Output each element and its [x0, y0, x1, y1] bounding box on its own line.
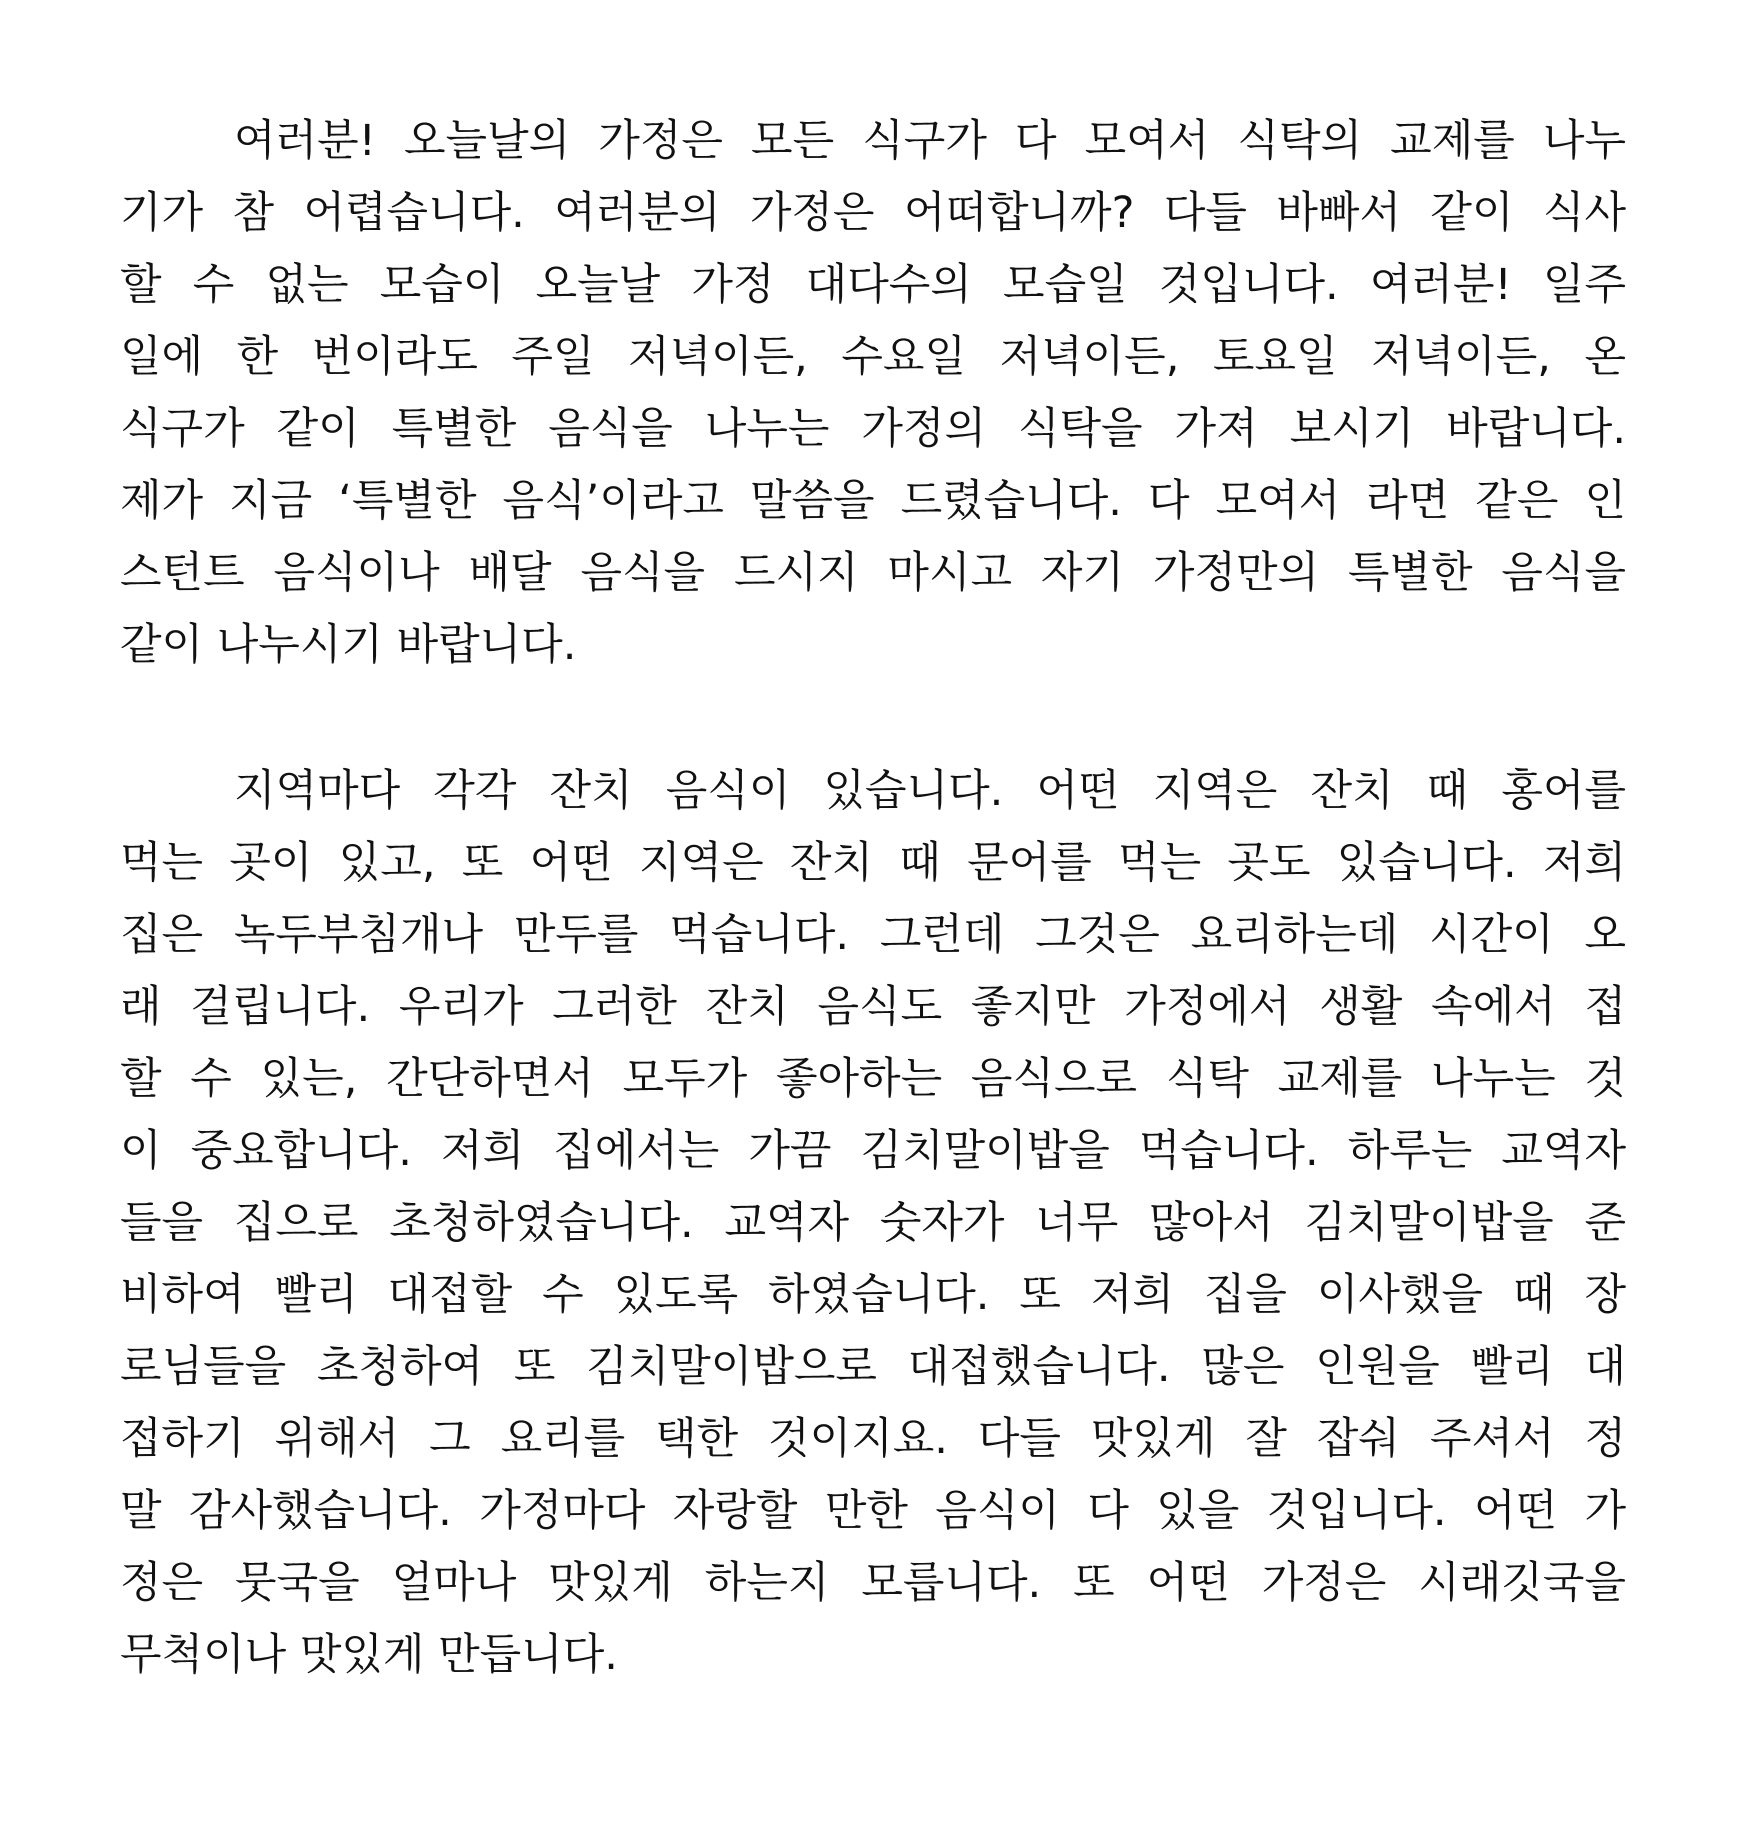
text-line: 무척이나 맛있게 만듭니다.: [120, 1630, 618, 1680]
text-line: 집은 녹두부침개나 만두를 먹습니다. 그런데 그것은 요리하는데 시간이 오: [120, 910, 1626, 960]
text-line: 같이 나누시기 바랍니다.: [120, 620, 577, 670]
text-line: 할 수 있는, 간단하면서 모두가 좋아하는 음식으로 식탁 교제를 나누는 것: [120, 1054, 1626, 1104]
text-line: 일에 한 번이라도 주일 저녁이든, 수요일 저녁이든, 토요일 저녁이든, 온: [120, 332, 1626, 382]
text-line: 로님들을 초청하여 또 김치말이밥으로 대접했습니다. 많은 인원을 빨리 대: [120, 1342, 1626, 1392]
text-line: 여러분! 오늘날의 가정은 모든 식구가 다 모여서 식탁의 교제를 나누: [234, 116, 1626, 166]
text-line: 스턴트 음식이나 배달 음식을 드시지 마시고 자기 가정만의 특별한 음식을: [120, 548, 1626, 598]
text-line: 들을 집으로 초청하였습니다. 교역자 숫자가 너무 많아서 김치말이밥을 준: [120, 1198, 1626, 1248]
text-line: 할 수 없는 모습이 오늘날 가정 대다수의 모습일 것입니다. 여러분! 일주: [120, 260, 1626, 310]
text-line: 접하기 위해서 그 요리를 택한 것이지요. 다들 맛있게 잘 잡숴 주셔서 정: [120, 1414, 1626, 1464]
text-line: 지역마다 각각 잔치 음식이 있습니다. 어떤 지역은 잔치 때 홍어를: [234, 766, 1626, 816]
text-line: 식구가 같이 특별한 음식을 나누는 가정의 식탁을 가져 보시기 바랍니다.: [120, 404, 1626, 454]
text-line: 말 감사했습니다. 가정마다 자랑할 만한 음식이 다 있을 것입니다. 어떤 가: [120, 1486, 1626, 1536]
document-page: [120, 105, 1626, 1691]
paragraph-family-table: [120, 105, 1626, 681]
text-line: 이 중요합니다. 저희 집에서는 가끔 김치말이밥을 먹습니다. 하루는 교역자: [120, 1126, 1626, 1176]
text-line: 정은 뭇국을 얼마나 맛있게 하는지 모릅니다. 또 어떤 가정은 시래깃국을: [120, 1558, 1626, 1608]
text-line: 먹는 곳이 있고, 또 어떤 지역은 잔치 때 문어를 먹는 곳도 있습니다. 저희: [120, 838, 1626, 888]
text-line: 기가 참 어렵습니다. 여러분의 가정은 어떠합니까? 다들 바빠서 같이 식사: [120, 188, 1626, 238]
text-line: 비하여 빨리 대접할 수 있도록 하였습니다. 또 저희 집을 이사했을 때 장: [120, 1270, 1626, 1320]
text-line: 래 걸립니다. 우리가 그러한 잔치 음식도 좋지만 가정에서 생활 속에서 접: [120, 982, 1626, 1032]
text-line: 제가 지금 ‘특별한 음식’이라고 말씀을 드렸습니다. 다 모여서 라면 같은 인: [120, 476, 1626, 526]
paragraph-feast-food: [120, 755, 1626, 1691]
